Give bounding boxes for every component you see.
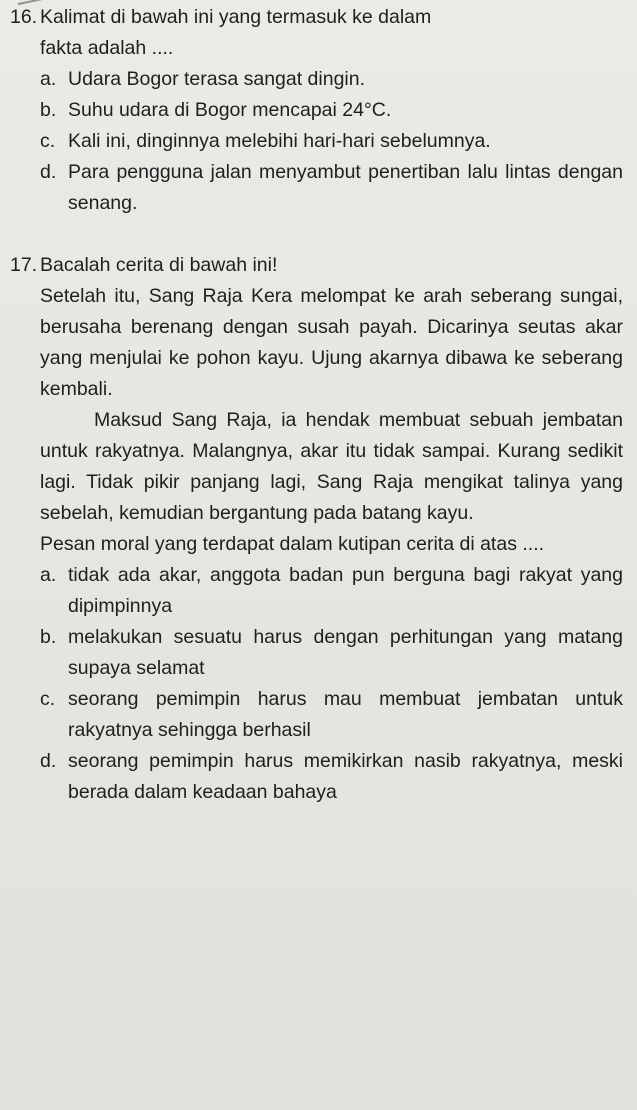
question-17 (10, 250, 623, 808)
story-paragraph-2: Maksud Sang Raja, ia hendak membuat sebuah jembatan untuk rakyatnya. Malangnya, akar itu tidak sampai. Kurang sedikit lagi. Tidak pikir panjang lagi, Sang Raja mengikat talinya yang sebelah, kemudian bergantung pada batang kayu. (40, 409, 623, 524)
option-c (10, 126, 623, 157)
option-letter: d. (40, 750, 57, 772)
question-stem: Kalimat di bawah ini yang termasuk ke dalam fakta adalah .... (40, 6, 432, 59)
question-prompt: Pesan moral yang terdapat dalam kutipan cerita di atas .... (40, 533, 545, 555)
option-letter: a. (40, 68, 57, 90)
option-letter: c. (40, 688, 56, 710)
option-letter: b. (40, 626, 57, 648)
option-letter: d. (40, 161, 57, 183)
option-a (10, 64, 623, 95)
option-d (10, 746, 623, 808)
option-d (10, 157, 623, 219)
option-text: seorang pemimpin harus mau membuat jembatan untuk rakyatnya sehingga berhasil (68, 688, 623, 741)
option-text: melakukan sesuatu harus dengan perhitungan yang matang supaya selamat (68, 626, 623, 679)
option-text: Suhu udara di Bogor mencapai 24°C. (68, 99, 392, 121)
option-text: Para pengguna jalan menyambut penertiban lalu lintas dengan senang. (68, 161, 623, 214)
question-number: 16. (10, 6, 38, 28)
question-instruction: Bacalah cerita di bawah ini! (40, 254, 278, 276)
option-text: tidak ada akar, anggota badan pun berguna bagi rakyat yang dipimpinnya (68, 564, 623, 617)
option-b (10, 622, 623, 684)
option-letter: a. (40, 564, 57, 586)
option-a (10, 560, 623, 622)
option-c (10, 684, 623, 746)
option-text: Kali ini, dinginnya melebihi hari-hari sebelumnya. (68, 130, 491, 152)
option-letter: c. (40, 130, 56, 152)
story-paragraph-1: Setelah itu, Sang Raja Kera melompat ke arah seberang sungai, berusaha berenang dengan susah payah. Dicarinya seutas akar yang menjulai ke pohon kayu. Ujung akarnya dibawa ke seberang kembali. (40, 285, 623, 400)
option-b (10, 95, 623, 126)
question-number: 17. (10, 254, 38, 276)
option-letter: b. (40, 99, 57, 121)
option-text: Udara Bogor terasa sangat dingin. (68, 68, 366, 90)
option-text: seorang pemimpin harus memikirkan nasib rakyatnya, meski berada dalam keadaan bahaya (68, 750, 623, 803)
question-16 (10, 2, 623, 219)
